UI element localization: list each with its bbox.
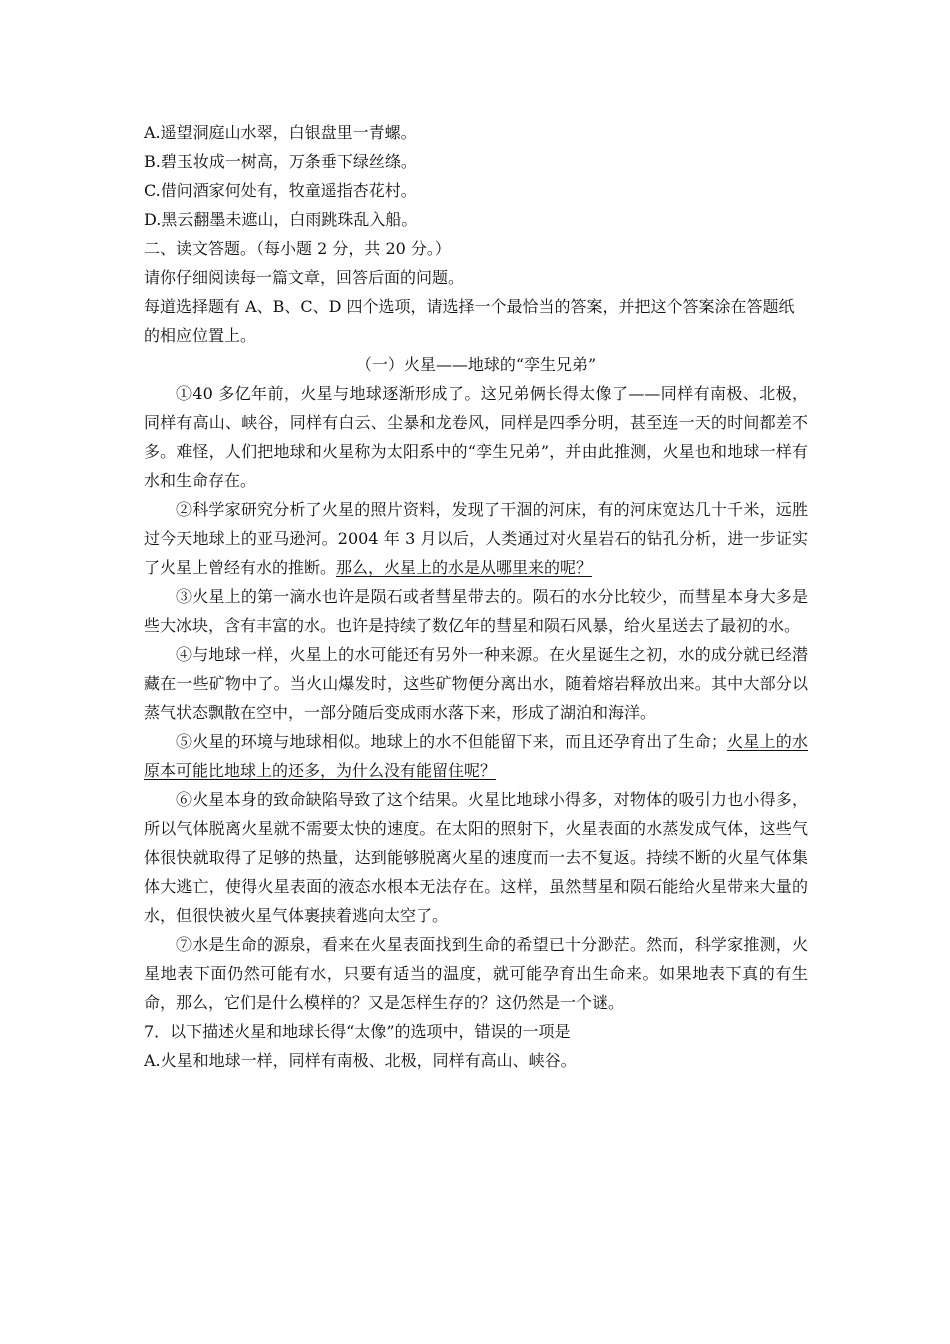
option-b-top: B.碧玉妆成一树高，万条垂下绿丝绦。 [144, 152, 417, 171]
article-title: （一）火星——地球的“孪生兄弟” [355, 355, 597, 374]
option-a-top: A.遥望洞庭山水翠，白银盘里一青螺。 [144, 123, 417, 142]
instruction-read: 请你仔细阅读每一篇文章，回答后面的问题。 [144, 268, 465, 287]
paragraph-5 [144, 727, 808, 785]
paragraph-5-underlined-question: 火星上的水原本可能比地球上的还多，为什么没有能留住呢？ [144, 732, 808, 780]
paragraph-5-text: ⑤火星的环境与地球相似。地球上的水不但能留下来，而且还孕育出了生命； [176, 732, 727, 751]
option-d-top: D.黑云翻墨未遮山，白雨跳珠乱入船。 [144, 210, 418, 229]
paragraph-7: ⑦水是生命的源泉，看来在火星表面找到生命的希望已十分渺茫。然而，科学家推测，火星地表下面仍然可能有水，只要有适当的温度，就可能孕育出生命来。如果地表下真的有生命，那么，它们是什么模样的？又是怎样生存的？这仍然是一个谜。 [144, 935, 808, 1012]
paragraph-4: ④与地球一样，火星上的水可能还有另外一种来源。在火星诞生之初，水的成分就已经潜藏在一些矿物中了。当火山爆发时，这些矿物便分离出水，随着熔岩释放出来。其中大部分以蒸气状态飘散在空中，一部分随后变成雨水落下来，形成了湖泊和海洋。 [144, 645, 808, 722]
paragraph-2-text: ②科学家研究分析了火星的照片资料，发现了干涸的河床，有的河床宽达几十千米，远胜过今天地球上的亚马逊河。2004 年 3 月以后，人类通过对火星岩石的钻孔分析，进一步证实了火星上曾经有水的推断。 [144, 500, 808, 577]
document-page [144, 118, 808, 1075]
question-7-option-a: A.火星和地球一样，同样有南极、北极，同样有高山、峡谷。 [144, 1051, 577, 1070]
option-c-top: C.借问酒家何处有，牧童遥指杏花村。 [144, 181, 417, 200]
paragraph-2 [144, 495, 808, 582]
paragraph-6: ⑥火星本身的致命缺陷导致了这个结果。火星比地球小得多，对物体的吸引力也小得多，所以气体脱离火星就不需要太快的速度。在太阳的照射下，火星表面的水蒸发成气体，这些气体很快就取得了足够的热量，达到能够脱离火星的速度而一去不复返。持续不断的火星气体集体大逃亡，使得火星表面的液态水根本无法存在。这样，虽然彗星和陨石能给火星带来大量的水，但很快被火星气体裹挟着逃向太空了。 [144, 790, 808, 925]
paragraph-2-underlined-question: 那么，火星上的水是从哪里来的呢？ [336, 558, 593, 577]
paragraph-1: ①40 多亿年前，火星与地球逐渐形成了。这兄弟俩长得太像了——同样有南极、北极，同样有高山、峡谷，同样有白云、尘暴和龙卷风，同样是四季分明，甚至连一天的时间都差不多。难怪，人们把地球和火星称为太阳系中的“孪生兄弟”，并由此推测，火星也和地球一样有水和生命存在。 [144, 384, 808, 490]
paragraph-3: ③火星上的第一滴水也许是陨石或者彗星带去的。陨石的水分比较少，而彗星本身大多是些大冰块，含有丰富的水。也许是持续了数亿年的彗星和陨石风暴，给火星送去了最初的水。 [144, 587, 808, 635]
section-heading: 二、读文答题。（每小题 2 分，共 20 分。） [144, 239, 451, 258]
question-7-stem: 7．以下描述火星和地球长得“太像”的选项中，错误的一项是 [144, 1022, 571, 1041]
instruction-choose: 每道选择题有 A、B、C、D 四个选项，请选择一个最恰当的答案，并把这个答案涂在答题纸的相应位置上。 [144, 297, 795, 345]
